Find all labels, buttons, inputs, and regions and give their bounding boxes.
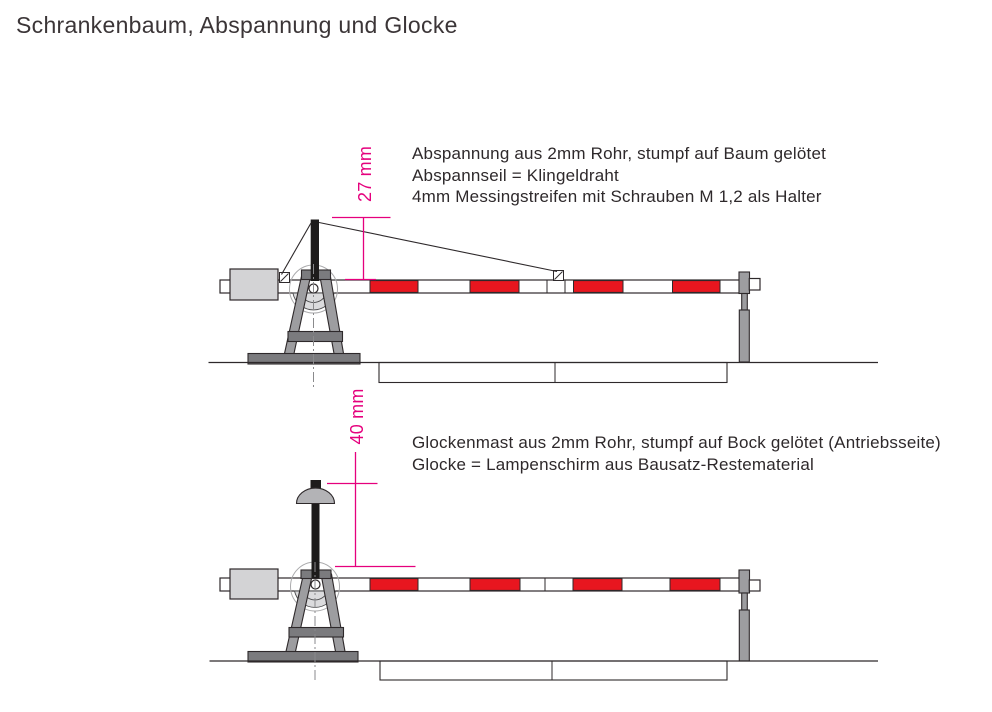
beam-end-cap [749,279,760,291]
dimension-label: 27 mm [355,145,375,203]
drive-box [230,269,278,300]
page-title: Schrankenbaum, Abspannung und Glocke [16,12,458,38]
rest-post [739,570,750,661]
note-line: 4mm Messingstreifen mit Schrauben M 1,2 als Halter [412,187,822,207]
diagram-barrier-bell [210,388,879,683]
wire-bracket-right [554,271,564,281]
wire-bracket-left [280,273,290,283]
note-line: Abspannseil = Klingeldraht [412,165,619,185]
trestle-crossbar [288,332,343,342]
beam-end-cap [749,580,760,591]
bell-icon [297,488,335,503]
note-line: Glockenmast aus 2mm Rohr, stumpf auf Bock gelötet (Antriebsseite) [412,433,941,452]
bell-mast-tip [311,480,322,489]
barrier-beam [220,578,740,591]
guy-mast [311,220,319,282]
trestle-crossbar [289,628,344,638]
note-line: Abspannung aus 2mm Rohr, stumpf auf Baum gelötet [412,144,827,163]
road-planks [379,363,727,383]
diagram-barrier-guy-wire [209,146,879,390]
guy-wire-left [282,223,312,275]
dimension-label: 40 mm [347,388,367,445]
drive-box [230,569,278,599]
road-planks [380,661,727,680]
dimension-27mm [332,146,391,280]
rest-post [739,272,750,362]
guy-wire-right [319,223,557,272]
dimension-40mm [327,388,416,566]
note-line: Glocke = Lampenschirm aus Bausatz-Restematerial [412,454,814,474]
